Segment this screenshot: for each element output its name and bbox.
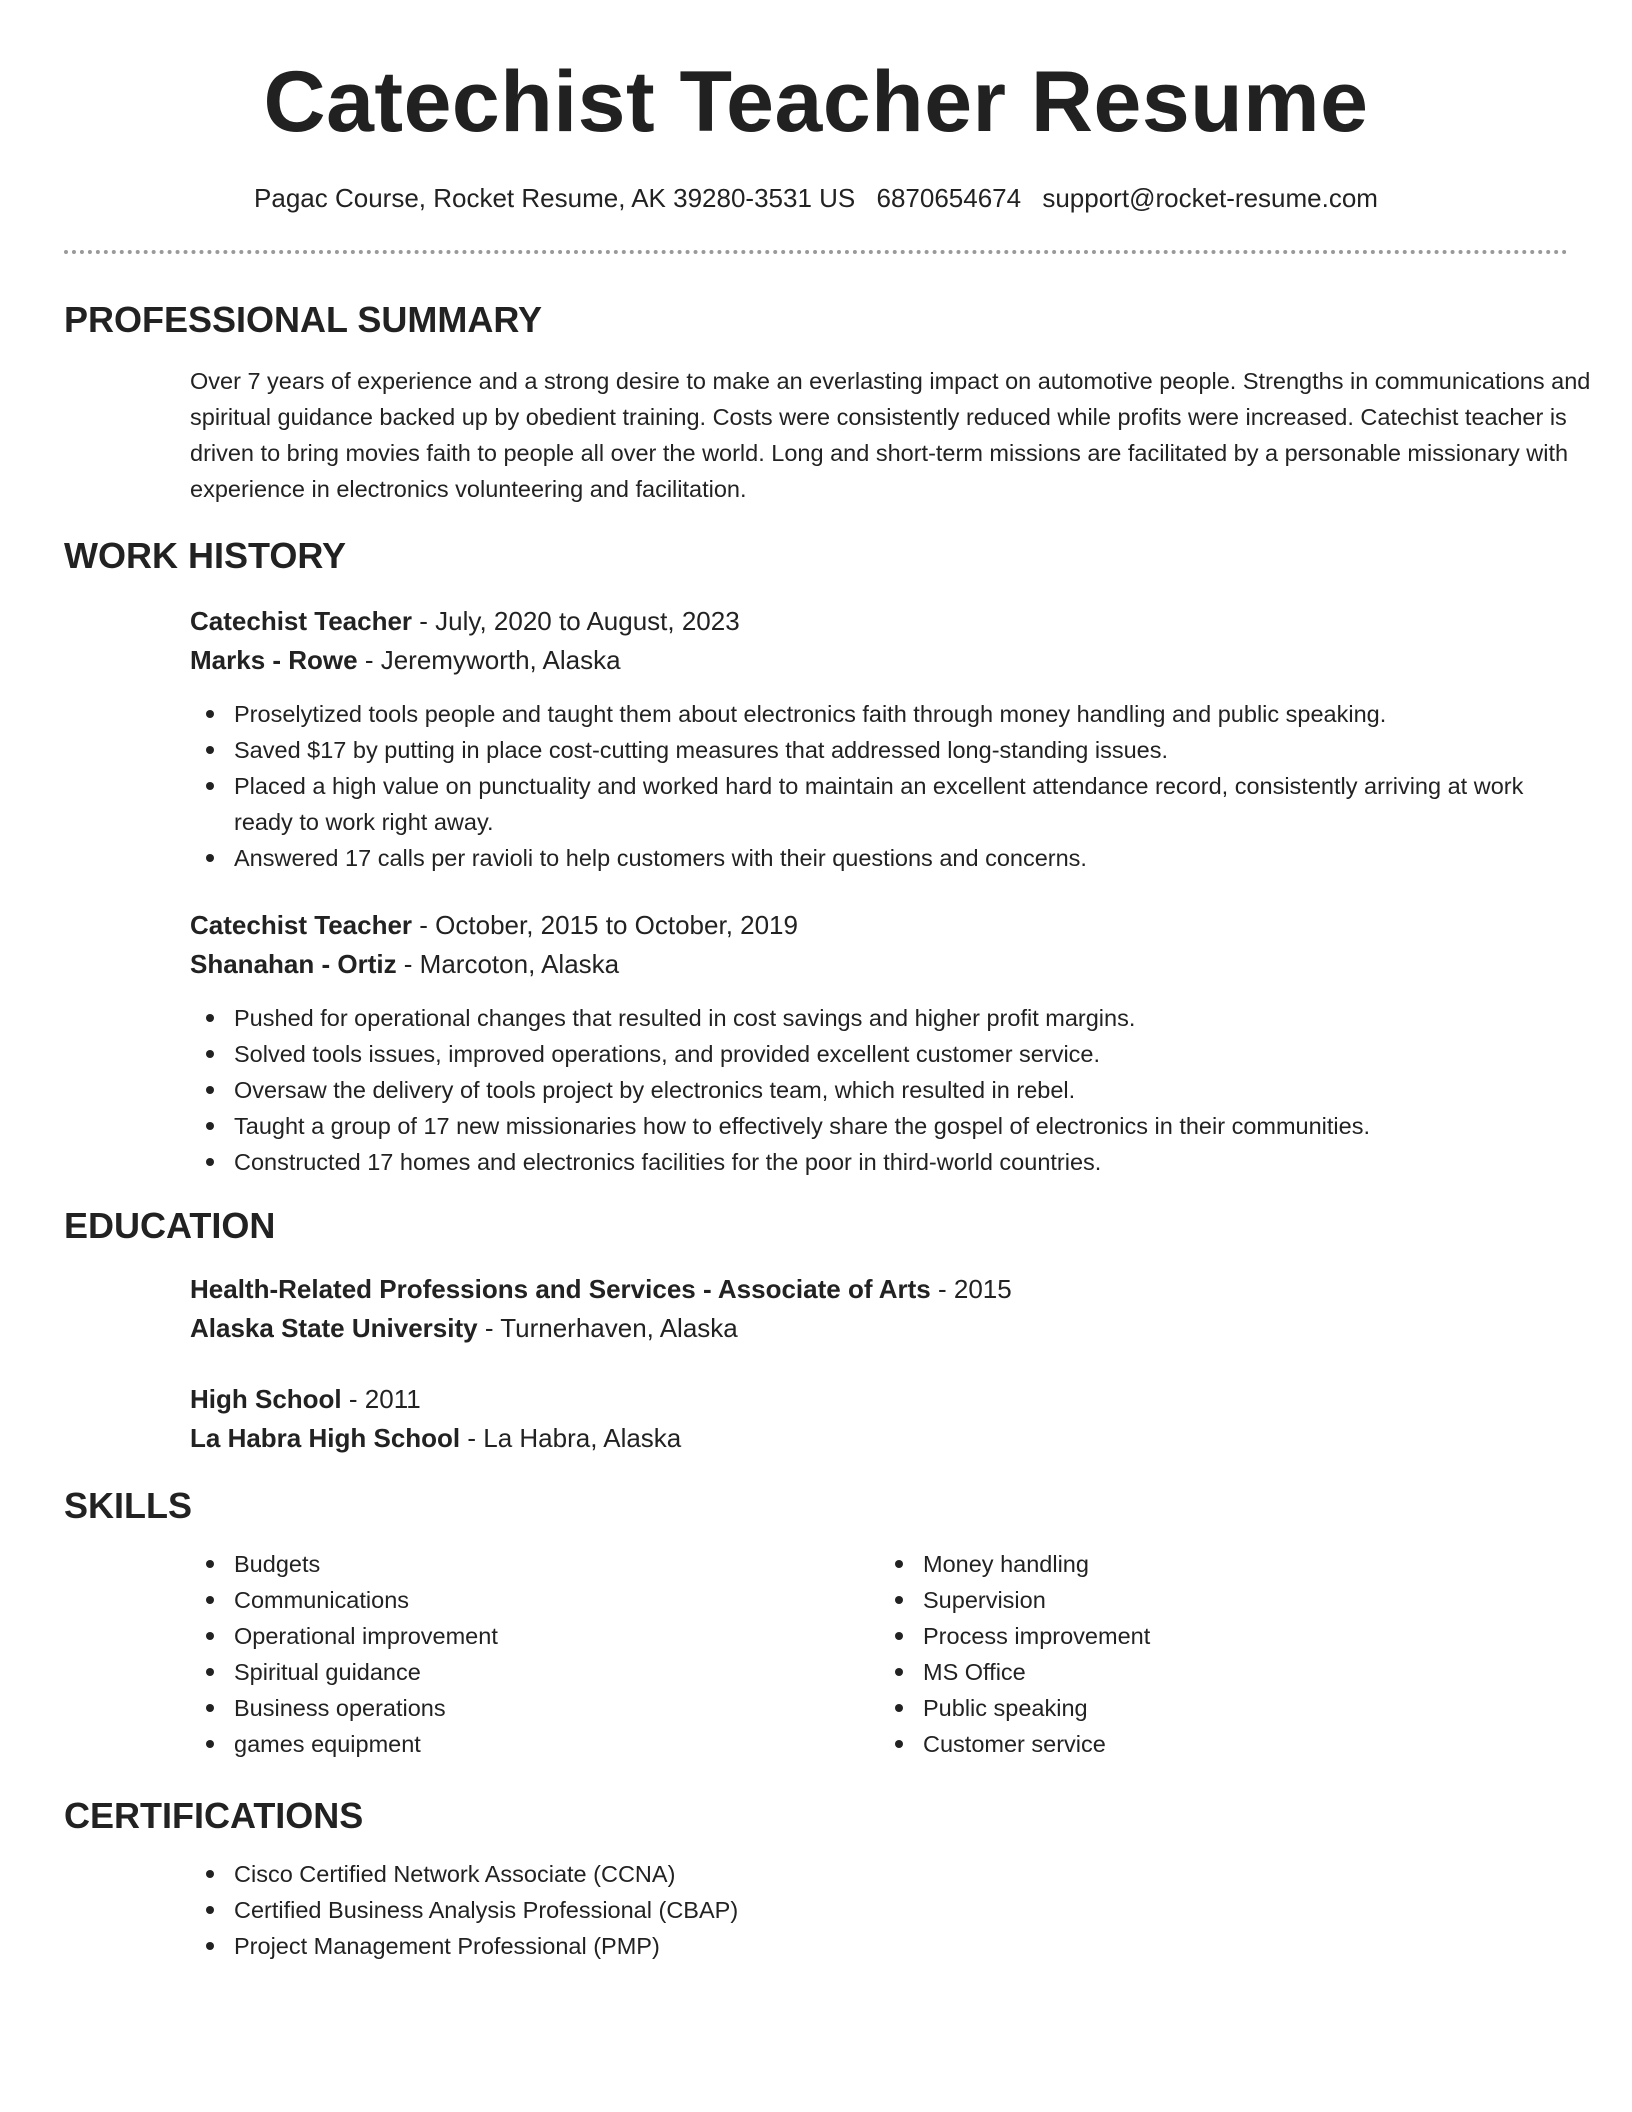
education-school-line — [190, 1419, 1568, 1458]
job-bullet: Taught a group of 17 new missionaries how to effectively share the gospel of electronics in their communities. — [234, 1108, 1568, 1144]
skills-grid — [190, 1546, 1568, 1762]
job-bullet: Solved tools issues, improved operations, and provided excellent customer service. — [234, 1036, 1568, 1072]
certifications-list — [190, 1856, 1568, 1964]
skill-item: Operational improvement — [234, 1618, 879, 1654]
job-entry — [190, 602, 1568, 876]
job-dates: - October, 2015 to October, 2019 — [412, 910, 798, 940]
skill-item: Budgets — [234, 1546, 879, 1582]
certification-item: Cisco Certified Network Associate (CCNA) — [234, 1856, 1568, 1892]
job-bullet: Pushed for operational changes that resulted in cost savings and higher profit margins. — [234, 1000, 1568, 1036]
education-entry — [190, 1270, 1568, 1348]
section-heading-certifications: CERTIFICATIONS — [64, 1795, 364, 1836]
skill-item: Business operations — [234, 1690, 879, 1726]
summary-text: Over 7 years of experience and a strong desire to make an everlasting impact on automotive people. Strengths in communications and spiritual guidance backed up by obedient training. Costs were consistently reduced while profits were increased. Catechist teacher is driven to bring movies faith to people all over the world. Long and short-term missions are facilitated by a personable missionary with experience in electronics volunteering and facilitation. — [190, 368, 1591, 502]
contact-email: support@rocket-resume.com — [1042, 183, 1378, 213]
job-company: Marks - Rowe — [190, 645, 358, 675]
job-bullet: Saved $17 by putting in place cost-cutting measures that addressed long-standing issues. — [234, 732, 1568, 768]
job-location: - Marcoton, Alaska — [396, 949, 620, 979]
skill-item: MS Office — [923, 1654, 1568, 1690]
job-bullet: Proselytized tools people and taught them about electronics faith through money handling and public speaking. — [234, 696, 1568, 732]
job-title: Catechist Teacher — [190, 910, 413, 940]
contact-address: Pagac Course, Rocket Resume, AK 39280-3531 US — [254, 183, 856, 213]
job-bullet: Answered 17 calls per ravioli to help customers with their questions and concerns. — [234, 840, 1568, 876]
skill-item: Customer service — [923, 1726, 1568, 1762]
job-company-line — [190, 641, 1568, 680]
education-school-line — [190, 1309, 1568, 1348]
header-divider — [64, 250, 1568, 254]
contact-line — [64, 180, 1568, 216]
job-title-line — [190, 602, 1568, 641]
education-year: - 2015 — [930, 1274, 1012, 1304]
contact-phone: 6870654674 — [876, 183, 1022, 213]
skill-item: Spiritual guidance — [234, 1654, 879, 1690]
skills-block — [190, 1546, 1568, 1762]
job-dates: - July, 2020 to August, 2023 — [412, 606, 740, 636]
skill-item: games equipment — [234, 1726, 879, 1762]
page-title: Catechist Teacher Resume — [263, 54, 1369, 150]
education-entry — [190, 1380, 1568, 1458]
job-title: Catechist Teacher — [190, 606, 413, 636]
education-location: - La Habra, Alaska — [460, 1423, 682, 1453]
skill-item: Process improvement — [923, 1618, 1568, 1654]
skill-item: Communications — [234, 1582, 879, 1618]
job-company-line — [190, 945, 1568, 984]
certification-item: Project Management Professional (PMP) — [234, 1928, 1568, 1964]
certifications-block — [190, 1856, 1568, 1964]
skill-item: Public speaking — [923, 1690, 1568, 1726]
job-bullet: Constructed 17 homes and electronics facilities for the poor in third-world countries. — [234, 1144, 1568, 1180]
summary-block — [190, 363, 1610, 507]
job-bullets — [190, 1000, 1568, 1180]
skill-item: Supervision — [923, 1582, 1568, 1618]
education-degree-line — [190, 1380, 1568, 1419]
job-entry — [190, 906, 1568, 1180]
education-year: - 2011 — [341, 1384, 421, 1414]
job-location: - Jeremyworth, Alaska — [357, 645, 621, 675]
skill-item: Money handling — [923, 1546, 1568, 1582]
job-bullet: Placed a high value on punctuality and worked hard to maintain an excellent attendance record, consistently arriving at work ready to work right away. — [234, 768, 1568, 840]
job-company: Shanahan - Ortiz — [190, 949, 397, 979]
education-degree: Health-Related Professions and Services - Associate of Arts — [190, 1274, 931, 1304]
job-title-line — [190, 906, 1568, 945]
job-bullets — [190, 696, 1568, 876]
education-degree-line — [190, 1270, 1568, 1309]
skills-column-left — [190, 1546, 879, 1762]
section-heading-work: WORK HISTORY — [64, 535, 347, 576]
education-degree: High School — [190, 1384, 342, 1414]
section-heading-skills: SKILLS — [64, 1485, 193, 1526]
certification-item: Certified Business Analysis Professional (CBAP) — [234, 1892, 1568, 1928]
education-school: Alaska State University — [190, 1313, 478, 1343]
section-heading-education: EDUCATION — [64, 1205, 276, 1246]
section-heading-summary: PROFESSIONAL SUMMARY — [64, 299, 543, 340]
skills-column-right — [879, 1546, 1568, 1762]
education-school: La Habra High School — [190, 1423, 461, 1453]
education-location: - Turnerhaven, Alaska — [477, 1313, 738, 1343]
job-bullet: Oversaw the delivery of tools project by electronics team, which resulted in rebel. — [234, 1072, 1568, 1108]
